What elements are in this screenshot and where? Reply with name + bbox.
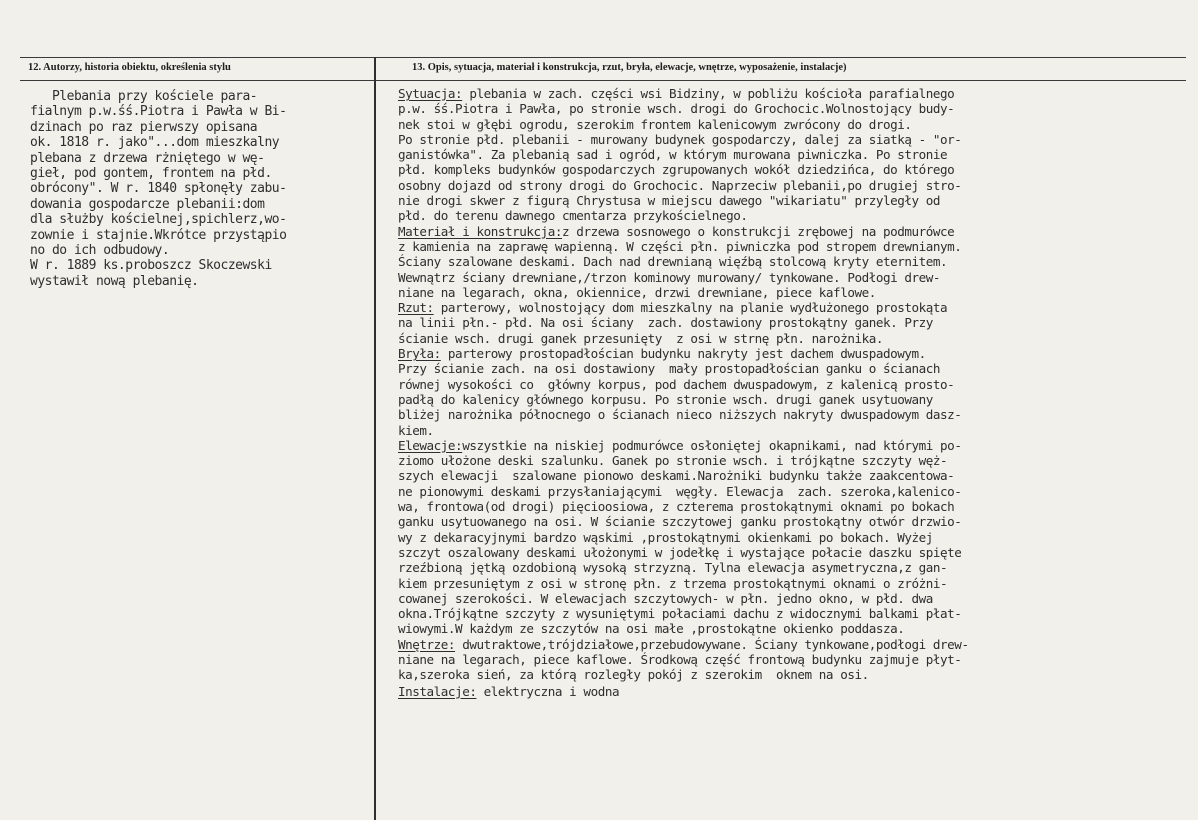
rzut-first-line: Rzut: parterowy, wolnostojący dom mieszkalny na planie wydłużonego prostokąta	[398, 300, 948, 316]
elewacje-line: ne pionowymi deskami przysłaniającymi węgły. Elewacja zach. szeroka,kalenico-	[398, 483, 962, 499]
bryla-label: Bryła:	[398, 346, 441, 362]
bryla-first-line: Bryła: parterowy prostopadłościan budynku nakryty jest dachem dwuspadowym.	[398, 346, 926, 362]
bryla-line: kiem.	[398, 422, 434, 438]
elewacje-line: wiowymi.W każdym ze szczytów na osi małe ,prostokątne okienko poddasza.	[398, 621, 905, 637]
elewacje-line: ganku usytuowanego na osi. W ścianie szczytowej ganku prostokątny otwór drzwio-	[398, 514, 962, 530]
sytuacja-label: Sytuacja:	[398, 86, 463, 101]
elewacje-line: szczyt oszalowany deskami ułożonymi w jodełkę i wystające połacie daszku spięte	[398, 544, 962, 560]
history-line: dowania gospodarcze plebanii:dom	[30, 196, 265, 212]
history-line: zownie i stajnie.Wkrótce przystąpio	[30, 227, 287, 243]
bryla-line: bliżej narożnika północnego o ścianach nieco niższych nakryty dwuspadowym dasz-	[398, 407, 962, 423]
elewacje-line: rzeźbioną jętką ozdobioną wysoką strzyzną. Tylna elewacja asymetryczna,z gan-	[398, 560, 948, 576]
sytuacja-line: nie drogi skwer z figurą Chrystusa w miejscu dawego "wikariatu" przyległy od	[398, 193, 941, 209]
top-rule	[20, 57, 1186, 58]
elewacje-label: Elewacje:	[398, 437, 463, 453]
instalacje-line: Instalacje: elektryczna i wodna	[398, 683, 620, 699]
elewacje-line: kiem przesuniętym z osi w stronę płn. z trzema prostokątnymi oknami o zróżni-	[398, 575, 948, 591]
rzut-label: Rzut:	[398, 300, 434, 316]
history-column	[30, 89, 376, 289]
elewacje-first-line: Elewacje:wszystkie na niskiej podmurówce osłoniętej okapnikami, nad którymi po-	[398, 437, 962, 453]
wnetrze-label: Wnętrze:	[398, 636, 456, 652]
rzut-line: ścianie wsch. drugi ganek przesunięty z osi w strnę płn. narożnika.	[398, 330, 883, 346]
rzut-line: na linii płn.- płd. Na osi ściany zach. dostawiony prostokątny ganek. Przy	[398, 315, 933, 331]
sytuacja-line: osobny dojazd od strony drogi do Grochocic. Naprzeciw plebanii,po drugiej stro-	[398, 177, 962, 193]
history-line: fialnym p.w.śś.Piotra i Pawła w Bi-	[30, 104, 287, 120]
elewacje-line: szych elewacji szalowane pionowo deskami.Narożniki budynku także zaakcentowa-	[398, 468, 955, 484]
sytuacja-line: nek stoi w głębi ogrodu, szerokim frontem kalenicowym zwrócony do drogi.	[398, 116, 912, 132]
material-line: Wewnątrz ściany drewniane,/trzon kominowy murowany/ tynkowane. Podłogi drew-	[398, 269, 941, 285]
bryla-line: równej wysokości co główny korpus, pod dachem dwuspadowym, z kalenicą prosto-	[398, 376, 955, 392]
sytuacja-first-line: Sytuacja: plebania w zach. części wsi Bidziny, w pobliżu kościoła parafialnego	[398, 86, 955, 101]
history-line: ok. 1818 r. jako"...dom mieszkalny	[30, 135, 280, 151]
description-column	[398, 86, 1188, 699]
instalacje-label: Instalacje:	[398, 683, 477, 699]
history-line: no do ich odbudowy.	[30, 243, 170, 259]
history-line: Plebania przy kościele para-	[30, 89, 258, 104]
elewacje-line: cowanej szerokości. W elewacjach szczytowych- w płn. jedno okno, w płd. dwa	[398, 590, 933, 606]
history-line: obrócony". W r. 1840 spłonęły zabu-	[30, 181, 287, 197]
sytuacja-line: p.w. śś.Piotra i Pawła, po stronie wsch. drogi do Grochocic.Wolnostojący budy-	[398, 101, 955, 117]
material-line: niane na legarach, okna, okiennice, drzwi drewniane, piece kaflowe.	[398, 284, 876, 300]
material-line: Ściany szalowane deskami. Dach nad drewnianą więźbą stolcową kryty eternitem.	[398, 254, 948, 270]
elewacje-line: okna.Trójkątne szczyty z wysuniętymi połaciami dachu z widocznymi balkami płat-	[398, 606, 962, 622]
history-line: W r. 1889 ks.proboszcz Skoczewski	[30, 258, 272, 274]
header-rule	[20, 80, 1186, 81]
wnetrze-first-line: Wnętrze: dwutraktowe,trójdziałowe,przebudowywane. Ściany tynkowane,podłogi drew-	[398, 636, 969, 652]
history-line: dla służby kościelnej,spichlerz,wo-	[30, 212, 287, 228]
material-line: z kamienia na zaprawę wapienną. W części płn. piwniczka pod stropem drewnianym.	[398, 238, 962, 254]
elewacje-line: ziomo ułożone deski szalunku. Ganek po stronie wsch. i trójkątne szczyty węż-	[398, 453, 948, 469]
elewacje-line: wa, frontowa(od drogi) pięcioosiowa, z czterema prostokątnymi oknami po bokach	[398, 499, 955, 515]
sytuacja-line: Po stronie płd. plebanii - murowany budynek gospodarczy, dalej za siatką - "or-	[398, 131, 962, 147]
sytuacja-line: płd. kompleks budynków gospodarczych zgrupowanych wokół dziedzińca, do którego	[398, 162, 955, 178]
history-line: gieł, pod gontem, frontem na płd.	[30, 166, 272, 182]
history-line: dzinach po raz pierwszy opisana	[30, 119, 258, 135]
history-line: plebana z drzewa rżniętego w wę-	[30, 150, 265, 166]
section-12-header: 12. Autorzy, historia obiektu, określenia stylu	[28, 62, 231, 73]
wnetrze-line: ka,szeroka sień, za którą rozległy pokój z szerokim oknem na osi.	[398, 667, 869, 683]
material-label: Materiał i konstrukcja:	[398, 223, 563, 239]
history-line: wystawił nową plebanię.	[30, 273, 199, 289]
section-13-header: 13. Opis, sytuacja, materiał i konstrukcja, rzut, bryła, elewacje, wnętrze, wyposażenie, instalacje)	[412, 62, 847, 73]
sytuacja-line: ganistówka". Za plebanią sad i ogród, w którym murowana piwniczka. Po stronie	[398, 147, 948, 163]
bryla-line: Przy ścianie zach. na osi dostawiony mały prostopadłościan ganku o ścianach	[398, 361, 941, 377]
material-first-line: Materiał i konstrukcja:z drzewa sosnowego o konstrukcji zrębowej na podmurówce	[398, 223, 955, 239]
elewacje-line: wy z dekaracyjnymi bardzo wąskimi ,prostokątnymi okienkami po bokach. Wyżej	[398, 529, 933, 545]
wnetrze-line: niane na legarach, piece kaflowe. Środkową część frontową budynku zajmuje płyt-	[398, 651, 962, 667]
bryla-line: padłą do kalenicy głównego korpusu. Po stronie wsch. drugi ganek usytuowany	[398, 391, 933, 407]
sytuacja-line: płd. do terenu dawnego cmentarza przykościelnego.	[398, 208, 748, 224]
